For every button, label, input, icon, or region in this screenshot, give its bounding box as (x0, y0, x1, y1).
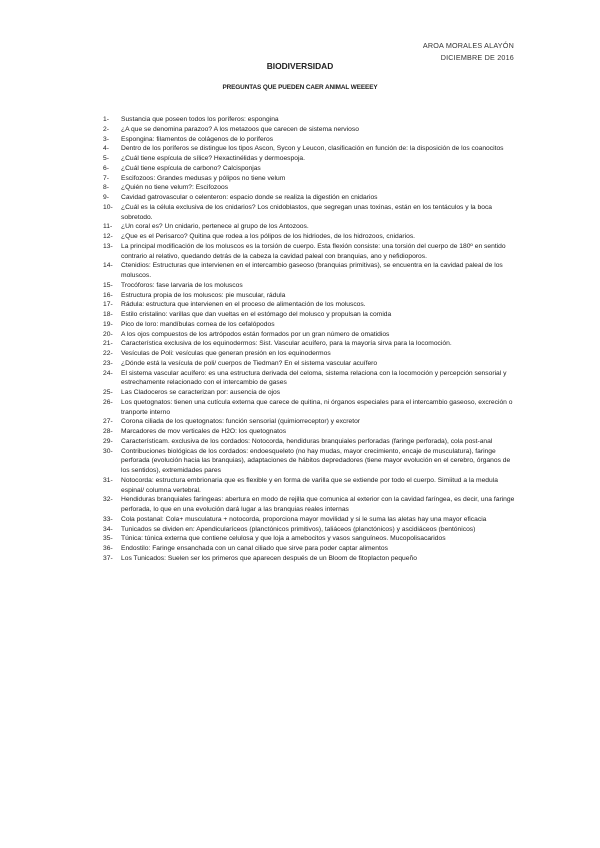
question-text: Túnica: túnica externa que contiene celulosa y que loja a amebocitos y vasos sanguíneos. Mucopolisacaridos (121, 535, 446, 543)
question-number: 22- (103, 350, 113, 357)
question-number: 15- (103, 281, 113, 289)
question-item (103, 261, 518, 281)
question-text: Estilo cristalino: varillas que dan vueltas en el estómago del molusco y propulsan la comida (121, 311, 392, 318)
question-item (103, 154, 518, 164)
question-number: 26- (103, 398, 113, 406)
question-item (103, 281, 518, 291)
question-number: 16- (103, 291, 113, 299)
question-item (103, 330, 518, 340)
question-number: 6- (103, 164, 109, 172)
question-number: 34- (103, 525, 113, 533)
question-item (103, 515, 518, 525)
question-number: 30- (103, 447, 113, 455)
question-number: 18- (103, 311, 113, 318)
question-text: A los ojos compuestos de los artrópodos están formados por un gran número de omatidios (121, 330, 390, 338)
question-list (103, 115, 518, 564)
question-text: ¿Un coral es? Un cnidario, pertenece al grupo de los Antozoos. (121, 223, 309, 231)
question-item (103, 115, 518, 125)
question-text: Espongina: filamentos de colágenos de lo poríferos (121, 135, 274, 143)
question-text: ¿Cuál es la célula exclusiva de los cnidarios? Los cnidoblastos, que segregan unas toxinas, están en los tentáculos y la boca sobretodo. (121, 203, 493, 221)
question-text: Ctenidios: Estructuras que intervienen en el intercambio gaseoso (branquias primitivas), se encuentra en la cavidad paleal de los moluscos. (121, 262, 503, 279)
question-text: ¿Cuál tiene espícula de sílice? Hexactinélidas y dermoespoja. (121, 155, 306, 162)
question-item (103, 476, 518, 496)
question-text: Sustancia que poseen todos los poríferos: espongina (121, 116, 279, 123)
question-item (103, 398, 518, 418)
question-number: 13- (103, 242, 113, 250)
question-text: Los quetognatos: tienen una cutícula externa que carece de quitina, ni órganos especiales para el intercambio gaseoso, excreción o tranporte interno (121, 398, 513, 416)
question-number: 2- (103, 125, 109, 133)
question-text: ¿Cuál tiene espícula de carbono? Calcisponjas (121, 164, 261, 172)
question-text: Tunicados se dividen en: Apendicularíceos (planctónicos primitivos), taliáceos (planctónicos) y ascidiáceos (bentónicos) (121, 525, 476, 533)
question-text: Contribuciones biológicas de los cordados: endoesqueleto (no hay mudas, mayor crecimiento, encaje de musculatura), faringe perforada (evolución hacia las branquias), adaptaciones de hábitos depredadores (tiene mayor evolución en el cerebro, órganos de los sentidos), extremidades pares (121, 447, 511, 474)
document-subtitle: PREGUNTAS QUE PUEDEN CAER ANIMAL WEEEEY (222, 84, 378, 91)
question-item (103, 544, 518, 554)
question-number: 31- (103, 476, 113, 484)
author-name: AROA MORALES ALAYÓN (422, 41, 514, 50)
question-text: Cavidad gatrovascular o celenteron: espacio donde se realiza la digestión en cnidarios (121, 194, 378, 201)
question-number: 1- (103, 116, 109, 123)
question-item (103, 369, 518, 389)
question-item (103, 320, 518, 330)
question-number: 10- (103, 203, 113, 211)
question-number: 24- (103, 369, 113, 377)
question-item (103, 164, 518, 174)
question-number: 32- (103, 496, 113, 504)
question-text: Endostilo: Faringe ensanchada con un canal ciliado que sirve para poder captar alimentos (121, 545, 388, 552)
question-item (103, 525, 518, 535)
question-number: 37- (103, 554, 113, 562)
question-item (103, 388, 518, 398)
question-item (103, 495, 518, 515)
question-item (103, 417, 518, 427)
question-text: Hendiduras branquiales faríngeas: abertura en modo de rejilla que comunica al exterior con la cavidad faríngea, es decir, una faringe perforada, lo que en una evolución dará lugar a las branquias reales internas (121, 496, 515, 513)
question-text: Vesículas de Poli: vesículas que generan presión en los equinodermos (121, 350, 331, 357)
question-text: Trocóforos: fase larvaria de los moluscos (121, 281, 243, 289)
question-text: ¿A que se denomina parazoo? A los metazoos que carecen de sistema nervioso (121, 125, 359, 133)
question-item (103, 232, 518, 242)
question-number: 5- (103, 155, 109, 162)
document-title: BIODIVERSIDAD (266, 61, 334, 71)
question-number: 8- (103, 184, 109, 192)
question-number: 23- (103, 359, 113, 367)
question-text: Marcadores de mov verticales de H2O: los quetognatos (121, 428, 287, 435)
question-item (103, 349, 518, 359)
question-item (103, 242, 518, 262)
question-number: 36- (103, 545, 113, 552)
question-number: 29- (103, 437, 113, 445)
question-text: Rádula: estructura que intervienen en el proceso de alimentación de los moluscos. (121, 301, 366, 309)
question-text: Característica exclusiva de los equinodermos: Sist. Vascular acuífero, para la mayoría sirva para la locomoción. (121, 340, 452, 348)
question-text: Dentro de los poríferos se distingue los tipos Ascon, Sycon y Leucon, clasificación en función de: la disposición de los coanocitos (121, 145, 504, 153)
question-number: 11- (103, 223, 113, 231)
document-date: DICIEMBRE DE 2016 (440, 53, 514, 62)
question-number: 9- (103, 194, 109, 201)
question-number: 19- (103, 320, 113, 328)
question-number: 33- (103, 515, 113, 523)
question-item (103, 534, 518, 544)
question-text: El sistema vascular acuífero: es una estructura derivada del celoma, sistema relaciona con la locomoción y percepción sensorial y estrechamente relacionado con el intercambio de gases (121, 369, 507, 387)
question-item (103, 222, 518, 232)
question-item (103, 300, 518, 310)
question-item (103, 183, 518, 193)
question-item (103, 291, 518, 301)
question-number: 20- (103, 330, 113, 338)
question-number: 7- (103, 174, 109, 182)
question-item (103, 310, 518, 320)
question-text: Corona ciliada de los quetognatos: función sensorial (quimiorreceptor) y excretor (121, 418, 361, 426)
question-item (103, 125, 518, 135)
question-number: 21- (103, 340, 113, 348)
question-text: ¿Que es el Perisarco? Quitina que rodea a los pólipos de los hidriodes, de los hidrozoos, cnidarios. (121, 233, 416, 240)
question-text: Cola postanal: Cola+ musculatura + notocorda, proporciona mayor movilidad y si le suma las aletas hay una mayor eficacia (121, 515, 487, 523)
question-item (103, 339, 518, 349)
question-number: 27- (103, 418, 113, 426)
question-item (103, 174, 518, 184)
question-text: Característicam. exclusiva de los cordados: Notocorda, hendiduras branquiales perforadas (faringe perforada), cola post-anal (121, 437, 493, 445)
question-number: 4- (103, 145, 109, 153)
question-text: Estructura propia de los moluscos: pie muscular, rádula (121, 291, 286, 299)
question-text: Las Cladoceros se caracterizan por: ausencia de ojos (121, 389, 281, 396)
question-item (103, 144, 518, 154)
question-item (103, 437, 518, 447)
question-item (103, 427, 518, 437)
question-text: ¿Quién no tiene velum?: Escifozoos (121, 184, 229, 192)
question-number: 3- (103, 135, 109, 143)
question-number: 14- (103, 262, 113, 270)
question-text: Notocorda: estructura embrionaria que es flexible y en forma de varilla que se extiende por todo el cuerpo. Simiitud a la medula espinal/ columna vertebral. (121, 476, 498, 494)
question-text: La principal modificación de los moluscos es la torsión de cuerpo. Esta flexión consiste: una torsión del cuerpo de 180º en sentido contrario al relativo, quedando detrás de la cabeza la cavidad paleal con branquias, ano y nefidioporos. (121, 242, 506, 260)
question-item (103, 203, 518, 223)
question-item (103, 135, 518, 145)
question-item (103, 447, 518, 476)
question-text: Los Tunicados: Suelen ser los primeros que aparecen después de un Bloom de fitoplacton pequeño (121, 554, 417, 562)
question-number: 28- (103, 428, 113, 435)
question-number: 12- (103, 233, 113, 240)
question-item (103, 359, 518, 369)
question-item (103, 193, 518, 203)
question-text: Escifozoos: Grandes medusas y pólipos no tiene velum (121, 174, 286, 182)
question-number: 25- (103, 389, 113, 396)
question-number: 17- (103, 301, 113, 309)
question-number: 35- (103, 535, 113, 543)
question-text: Pico de loro: mandíbulas cornea de los cefalópodos (121, 320, 275, 328)
question-item (103, 554, 518, 564)
question-text: ¿Dónde está la vesícula de poli/ cuerpos de Tiedman? En el sistema vascular acuífero (121, 359, 378, 367)
